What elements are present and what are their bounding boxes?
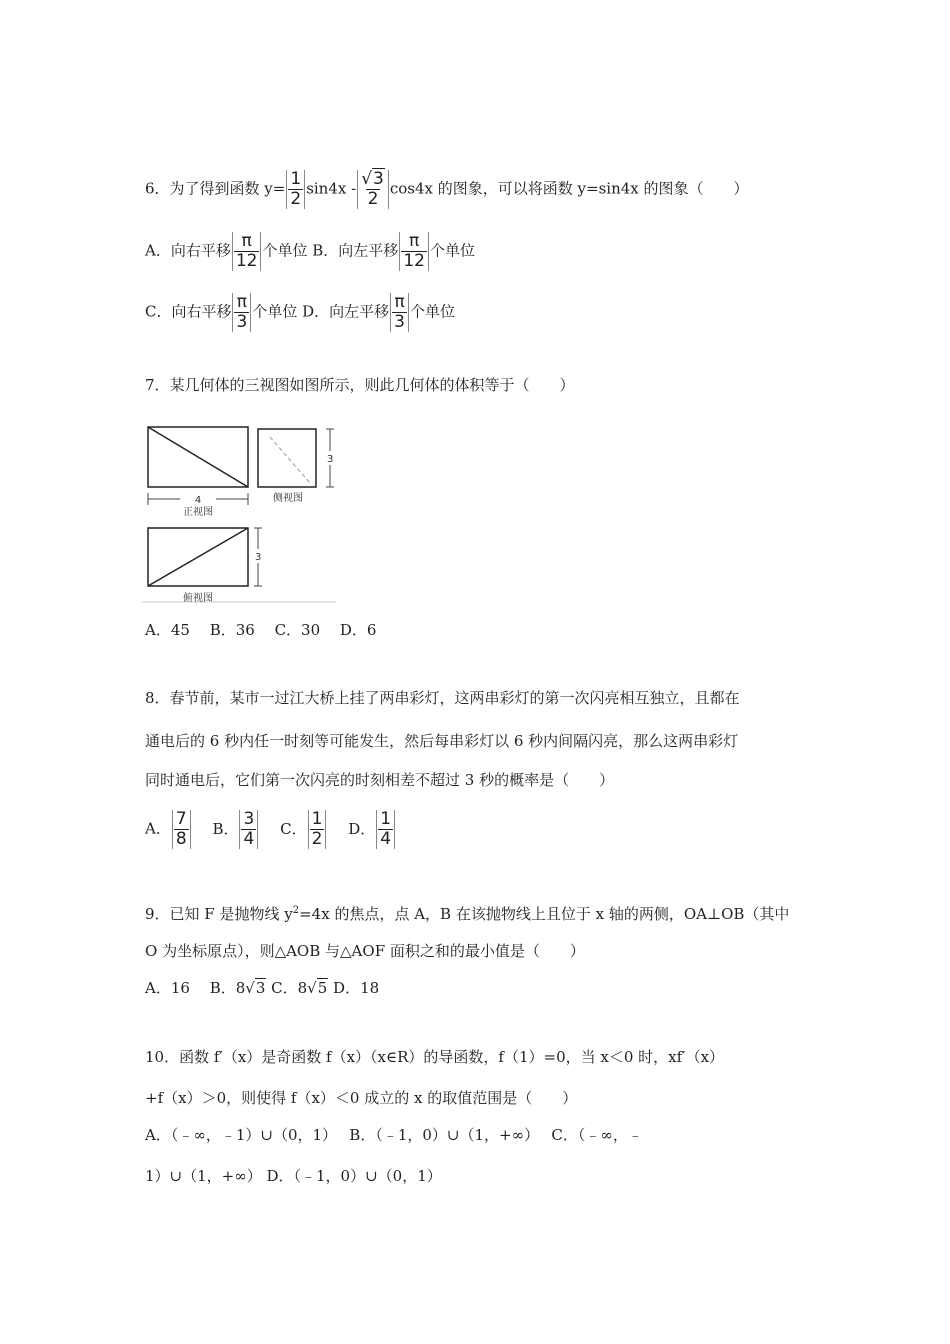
q9-line1-b: =4x 的焦点，点 A，B 在该抛物线上且位于 x 轴的两侧，OA⊥OB（其中 <box>299 905 790 923</box>
q8-optB: B． <box>212 819 239 838</box>
q6-optC-frac <box>232 293 251 332</box>
q6-optA: A．向右平移 <box>145 241 231 260</box>
q9-optA: A．16 B．8 <box>145 979 246 997</box>
q6-optC-den: 3 <box>236 312 248 332</box>
three-view-figure <box>140 415 340 605</box>
q6-fraction-1 <box>286 170 305 209</box>
front-view-diagonal <box>148 427 248 487</box>
q6-optA-num: π <box>241 231 252 251</box>
q6-prefix: 6．为了得到函数 y= <box>145 179 286 198</box>
q7-stem: 7．某几何体的三视图如图所示，则此几何体的体积等于（ ） <box>145 376 575 394</box>
side-view-rect <box>258 429 316 487</box>
q9-rad2: 5 <box>317 979 328 997</box>
q6-f2-rad: 3 <box>373 169 384 189</box>
q9-rad1: 3 <box>255 979 266 997</box>
q6-f2-den: 2 <box>367 189 379 209</box>
front-dim-width: 4 <box>194 495 202 506</box>
q6-suffix: cos4x 的图象，可以将函数 y=sin4x 的图象（ ） <box>389 179 749 198</box>
q6-unit-d: 个单位 <box>409 302 455 321</box>
q8-fracD-den: 4 <box>380 829 392 849</box>
q8-fracD <box>376 810 395 849</box>
top-view-diagonal <box>148 528 248 586</box>
q8-fracA <box>172 810 191 849</box>
q8-line2: 通电后的 6 秒内任一时刻等可能发生，然后每串彩灯以 6 秒内间隔闪亮，那么这两串彩灯 <box>145 732 739 750</box>
q6-options-cd <box>145 293 455 332</box>
q10-line3: A．（﹣∞，﹣1）∪（0，1） B．（﹣1，0）∪（1，+∞） C．（﹣∞，﹣ <box>145 1126 643 1144</box>
side-dim-height: 3 <box>327 454 334 465</box>
q9-optC: C．8 <box>266 979 308 997</box>
sqrt-icon: √ <box>361 169 373 189</box>
sqrt-icon: √ <box>245 979 255 997</box>
q10-line1: 10．函数 f′（x）是奇函数 f（x）（x∈R）的导函数，f（1）=0，当 x＜0 时，xf′（x） <box>145 1048 725 1066</box>
q6-optD-num: π <box>394 292 405 312</box>
q8-fracB-num: 3 <box>243 809 255 829</box>
q6-optA-den: 12 <box>235 251 258 271</box>
side-view-label: 侧视图 <box>273 493 303 504</box>
q6-optC-num: π <box>236 292 248 312</box>
q8-optC: C． <box>280 819 307 838</box>
q8-fracB-den: 4 <box>243 829 255 849</box>
q9-line1 <box>145 900 789 925</box>
q8-optA: A． <box>145 819 171 838</box>
q6-unit-c: 个单位 <box>252 302 298 321</box>
q6-optB-den: 12 <box>403 251 425 271</box>
q8-fracB <box>239 810 258 849</box>
q6-optA-frac <box>232 232 262 271</box>
q6-mid: sin4x - <box>306 179 357 198</box>
q10-line2: +f（x）＞0，则使得 f（x）＜0 成立的 x 的取值范围是（ ） <box>145 1089 578 1107</box>
q8-fracD-num: 1 <box>380 809 392 829</box>
q7-options: A．45 B．36 C．30 D．6 <box>145 621 377 639</box>
q8-fracC-num: 1 <box>311 809 323 829</box>
q9-optD: D．18 <box>328 979 380 997</box>
q8-fracA-den: 8 <box>175 829 187 849</box>
q6-optD: D．向左平移 <box>302 302 390 321</box>
q6-f1-den: 2 <box>290 189 302 209</box>
q9-options <box>145 977 379 999</box>
q6-optC: C．向右平移 <box>145 302 232 321</box>
q6-optB-frac <box>399 232 429 271</box>
q8-line3: 同时通电后，它们第一次闪亮的时刻相差不超过 3 秒的概率是（ ） <box>145 771 615 789</box>
q8-fracC-den: 2 <box>311 829 323 849</box>
q8-fracC <box>308 810 327 849</box>
q6-optD-den: 3 <box>394 312 405 332</box>
q6-optB: B．向左平移 <box>312 241 399 260</box>
q9-line2: O 为坐标原点），则△AOB 与△AOF 面积之和的最小值是（ ） <box>145 942 585 960</box>
front-view-label: 正视图 <box>183 507 213 518</box>
q9-line1-a: 9．已知 F 是抛物线 y <box>145 905 293 923</box>
q8-fracA-num: 7 <box>175 809 187 829</box>
q10-line4: 1）∪（1，+∞） D．（﹣1，0）∪（0，1） <box>145 1167 442 1185</box>
q8-optD: D． <box>348 819 376 838</box>
q6-f2-num <box>359 170 387 189</box>
q9-superscript: 2 <box>292 905 300 916</box>
side-view-hidden-line <box>270 437 310 483</box>
q6-stem <box>145 170 749 209</box>
q6-unit-b: 个单位 <box>429 241 475 260</box>
q6-optB-num: π <box>409 231 420 251</box>
q8-line1: 8．春节前，某市一过江大桥上挂了两串彩灯，这两串彩灯的第一次闪亮相互独立，且都在 <box>145 689 740 707</box>
q6-fraction-2 <box>357 170 389 209</box>
q6-optD-frac <box>390 293 409 332</box>
q6-f1-num: 1 <box>290 169 302 189</box>
sqrt-icon: √ <box>307 979 317 997</box>
top-view-label: 俯视图 <box>183 593 213 604</box>
q8-options <box>145 810 396 849</box>
q6-unit-a: 个单位 <box>262 241 308 260</box>
top-dim-height: 3 <box>255 552 262 563</box>
q6-options-ab <box>145 232 475 271</box>
